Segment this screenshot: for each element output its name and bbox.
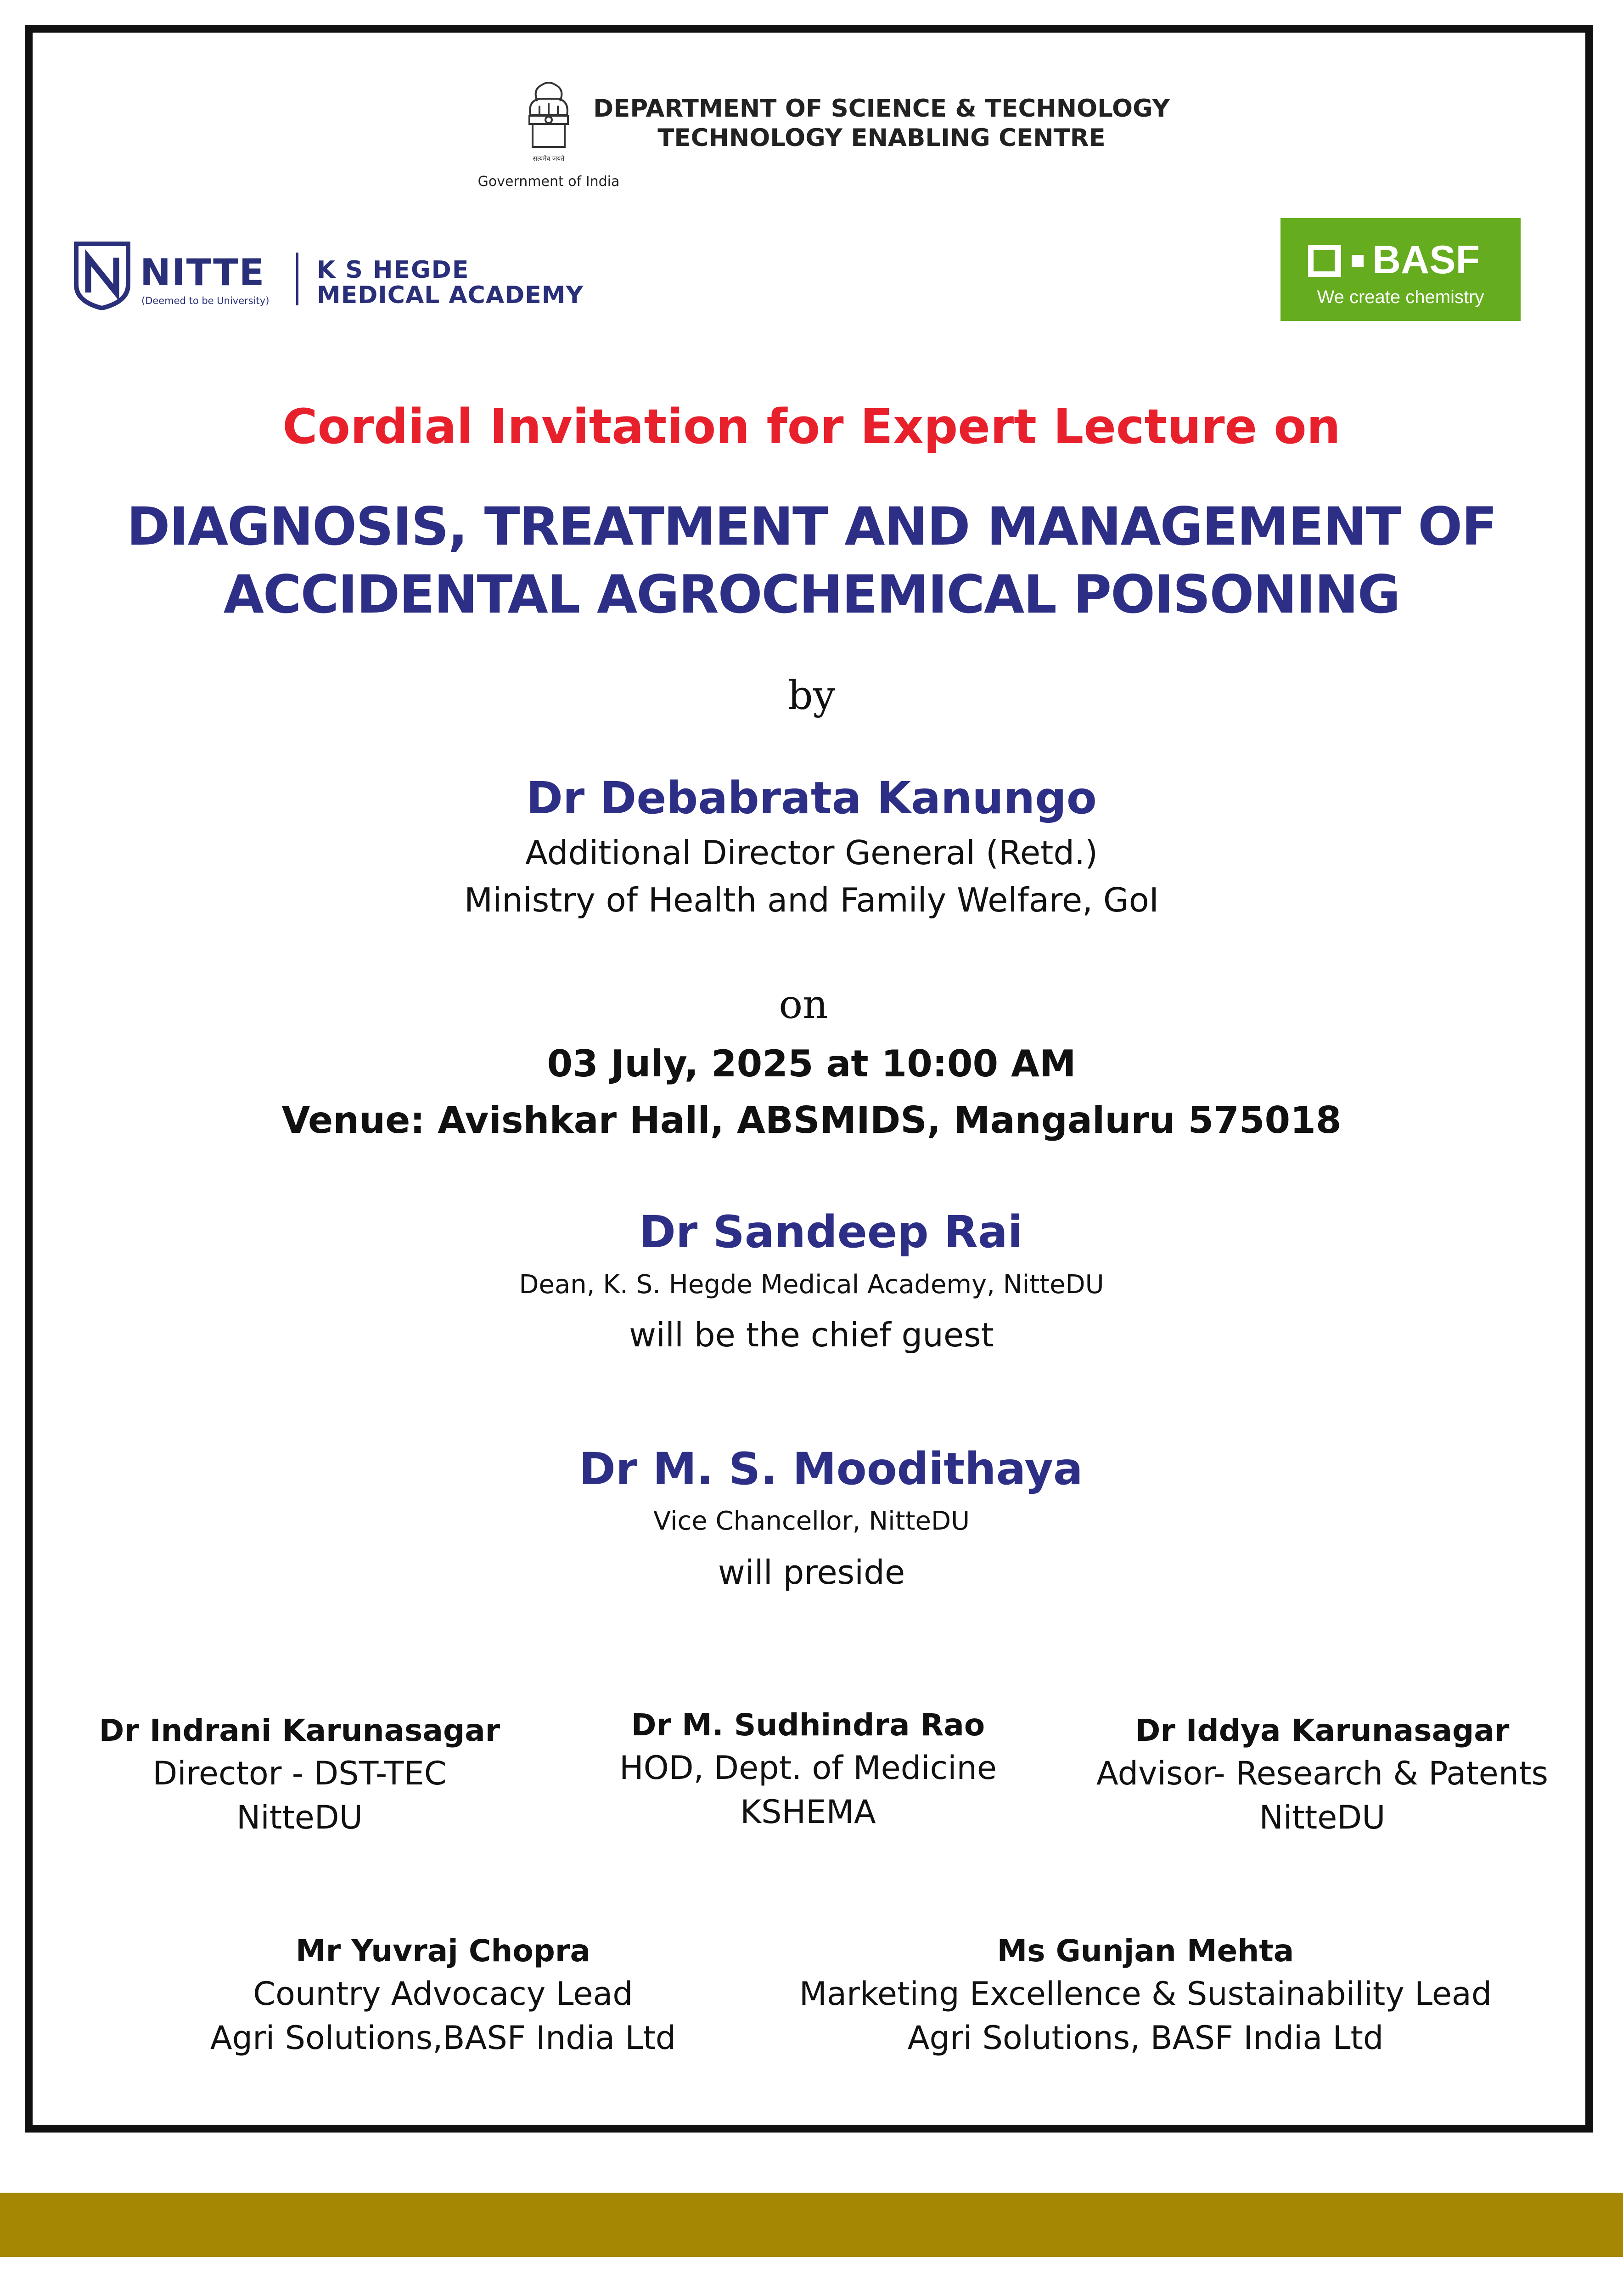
nitte-logo xyxy=(73,241,634,315)
organiser-role: Advisor- Research & Patents xyxy=(1096,1755,1548,1792)
president-name: Dr M. S. Moodithaya xyxy=(579,1443,1083,1495)
lecture-title-line1: DIAGNOSIS, TREATMENT AND MANAGEMENT OF xyxy=(126,496,1497,557)
organiser-role: Director - DST-TEC xyxy=(152,1755,447,1792)
logo-divider xyxy=(296,253,298,305)
organiser-affiliation: NitteDU xyxy=(236,1799,363,1836)
organiser-name: Ms Gunjan Mehta xyxy=(997,1933,1294,1969)
invitation-heading: Cordial Invitation for Expert Lecture on xyxy=(282,399,1341,455)
academy-name-line1: K S HEGDE xyxy=(317,256,470,284)
president-note: will preside xyxy=(718,1553,905,1592)
organiser-block xyxy=(1061,1713,1584,1836)
organiser-affiliation: Agri Solutions, BASF India Ltd xyxy=(907,2019,1384,2057)
footer-bar xyxy=(0,2193,1623,2257)
organiser-block xyxy=(174,1933,712,2057)
organiser-name: Mr Yuvraj Chopra xyxy=(296,1933,590,1969)
president-role: Vice Chancellor, NitteDU xyxy=(653,1506,970,1536)
event-venue: Venue: Avishkar Hall, ABSMIDS, Mangaluru 575018 xyxy=(281,1099,1342,1142)
organiser-block xyxy=(51,1713,549,1836)
organiser-role: Country Advocacy Lead xyxy=(253,1975,633,2013)
chief-guest-note: will be the chief guest xyxy=(629,1316,994,1354)
organiser-role: HOD, Dept. of Medicine xyxy=(619,1749,997,1787)
organiser-block xyxy=(558,1707,1058,1831)
organiser-name: Dr Indrani Karunasagar xyxy=(99,1713,500,1748)
organiser-affiliation: Agri Solutions,BASF India Ltd xyxy=(210,2019,676,2057)
speaker-designation: Additional Director General (Retd.) xyxy=(525,833,1098,872)
chief-guest-name: Dr Sandeep Rai xyxy=(639,1206,1023,1258)
organiser-affiliation: NitteDU xyxy=(1259,1799,1386,1836)
organiser-name: Dr Iddya Karunasagar xyxy=(1135,1713,1510,1748)
lecture-title-line2: ACCIDENTAL AGROCHEMICAL POISONING xyxy=(223,564,1400,625)
nitte-subtitle: (Deemed to be University) xyxy=(141,295,270,306)
speaker-affiliation: Ministry of Health and Family Welfare, GoI xyxy=(464,881,1159,919)
organiser-role: Marketing Excellence & Sustainability Lead xyxy=(799,1975,1492,2013)
basf-tagline: We create chemistry xyxy=(1317,287,1484,307)
nitte-wordmark: NITTE xyxy=(140,251,265,294)
emblem-caption: Government of India xyxy=(477,174,620,190)
basf-logo xyxy=(1280,218,1521,321)
nitte-shield-icon xyxy=(73,241,131,310)
by-label: by xyxy=(787,673,836,719)
event-datetime: 03 July, 2025 at 10:00 AM xyxy=(547,1042,1076,1085)
department-name: DEPARTMENT OF SCIENCE & TECHNOLOGY xyxy=(593,95,1170,123)
on-label: on xyxy=(779,982,828,1028)
academy-name-line2: MEDICAL ACADEMY xyxy=(317,281,584,309)
organiser-block xyxy=(748,1933,1543,2057)
basf-squares-icon xyxy=(1308,245,1382,277)
organiser-affiliation: KSHEMA xyxy=(740,1793,876,1831)
chief-guest-role: Dean, K. S. Hegde Medical Academy, NitteDU xyxy=(519,1270,1104,1300)
organiser-name: Dr M. Sudhindra Rao xyxy=(631,1707,985,1743)
basf-wordmark: BASF xyxy=(1372,238,1480,282)
speaker-name: Dr Debabrata Kanungo xyxy=(526,772,1097,824)
centre-name: TECHNOLOGY ENABLING CENTRE xyxy=(657,124,1106,152)
svg-text:सत्यमेव जयते: सत्यमेव जयते xyxy=(533,155,565,163)
ashoka-emblem-icon xyxy=(517,73,581,165)
